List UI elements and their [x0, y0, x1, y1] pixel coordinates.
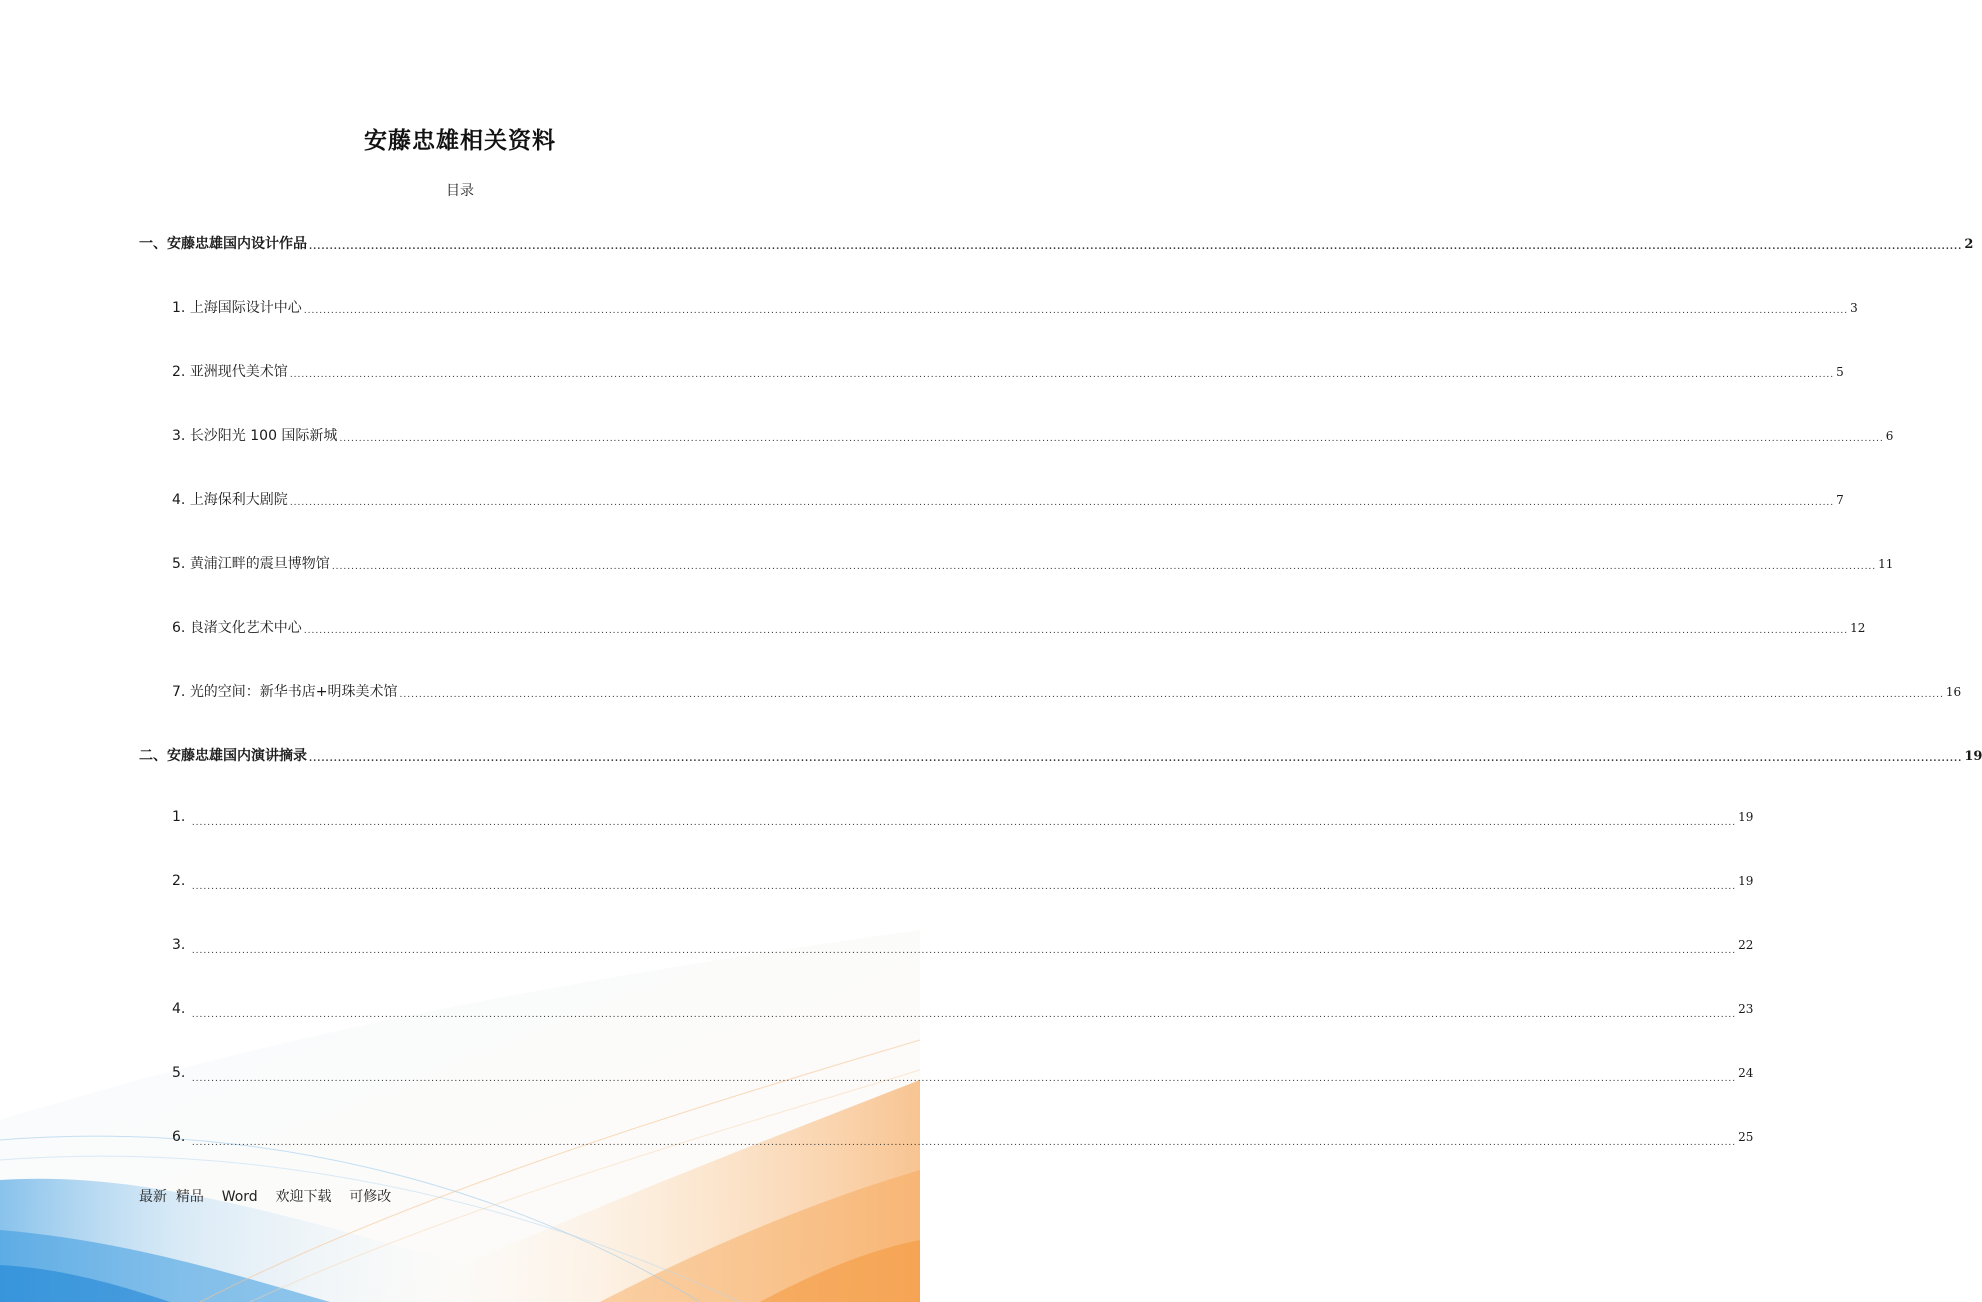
- toc-entry-number: 3.: [172, 937, 190, 953]
- toc-heading: 目录: [446, 183, 474, 199]
- toc-page-number: 24: [1738, 1066, 1754, 1080]
- toc-subsection-entry[interactable]: [172, 361, 1844, 381]
- toc-dot-leader: ................................................................................................................................................................................................................................................................................................................................................................................................................: [289, 498, 1835, 508]
- toc-subsection-entry[interactable]: [172, 809, 1754, 829]
- toc-entry-number: 1.: [172, 809, 190, 825]
- toc-entry-label: 良渚文化艺术中心: [189, 620, 302, 636]
- toc-subsection-entry[interactable]: [172, 1001, 1754, 1021]
- toc-entry-label: 长沙阳光 100 国际新城: [189, 428, 338, 444]
- toc-entry-number: 4.: [172, 1001, 190, 1017]
- toc-page-number: 2: [1964, 237, 1974, 252]
- toc-page-number: 7: [1836, 493, 1844, 507]
- toc-entry-number: 5.: [172, 1065, 190, 1081]
- toc-entry-number: 二、: [139, 748, 167, 764]
- toc-dot-leader: ................................................................................................................................................................................................................................................................................................................................................................................................................: [191, 1138, 1737, 1148]
- toc-entry-number: 4.: [172, 492, 190, 508]
- toc-section-entry[interactable]: [139, 745, 1982, 765]
- toc-page-number: 22: [1738, 938, 1754, 952]
- toc-dot-leader: ................................................................................................................................................................................................................................................................................................................................................................................................................: [191, 1010, 1737, 1020]
- toc-subsection-entry[interactable]: [172, 297, 1858, 317]
- toc-entry-number: 7.: [172, 684, 190, 700]
- toc-entry-number: 1.: [172, 300, 190, 316]
- toc-page-number: 19: [1964, 749, 1982, 764]
- toc-dot-leader: ................................................................................................................................................................................................................................................................................................................................................................................................................: [339, 434, 1884, 444]
- toc-dot-leader: ................................................................................................................................................................................................................................................................................................................................................................................................................: [303, 626, 1849, 636]
- toc-subsection-entry[interactable]: [172, 425, 1894, 445]
- toc-page-number: 5: [1836, 365, 1844, 379]
- toc-page-number: 16: [1945, 685, 1962, 699]
- toc-subsection-entry[interactable]: [172, 1129, 1754, 1149]
- toc-subsection-entry[interactable]: [172, 1065, 1754, 1085]
- toc-subsection-entry[interactable]: [172, 873, 1754, 893]
- toc-entry-label: 上海国际设计中心: [189, 300, 302, 316]
- toc-entry-number: 2.: [172, 364, 190, 380]
- toc-dot-leader: ................................................................................................................................................................................................................................................................................................................................................................................................................: [191, 1074, 1737, 1084]
- toc-dot-leader: ................................................................................................................................................................................................................................................................................................................................................................................................................: [191, 882, 1737, 892]
- toc-page-number: 12: [1850, 621, 1866, 635]
- toc-page-number: 25: [1738, 1130, 1754, 1144]
- toc-dot-leader: ................................................................................................................................................................................................................................................................................................................................................................................................................: [303, 306, 1849, 316]
- toc-subsection-entry[interactable]: [172, 553, 1894, 573]
- toc-entry-number: 6.: [172, 620, 190, 636]
- toc-dot-leader: ................................................................................................................................................................................................................................................................................................................................................................................................................: [331, 562, 1877, 572]
- toc-subsection-entry[interactable]: [172, 681, 1962, 701]
- toc-page-number: 23: [1738, 1002, 1754, 1016]
- toc-page-number: 19: [1738, 874, 1754, 888]
- toc-entry-label: 黄浦江畔的震旦博物馆: [189, 556, 330, 572]
- toc-entry-number: 6.: [172, 1129, 190, 1145]
- toc-entry-label: 亚洲现代美术馆: [189, 364, 288, 380]
- toc-page-number: 3: [1850, 301, 1858, 315]
- toc-entry-label: 光的空间：新华书店+明珠美术馆: [189, 684, 398, 700]
- toc-section-entry[interactable]: [139, 233, 1974, 253]
- toc-dot-leader: ................................................................................................................................................................................................................................................................................................................................................................................................................: [309, 754, 1963, 764]
- toc-subsection-entry[interactable]: [172, 489, 1844, 509]
- toc-page-number: 11: [1878, 557, 1894, 571]
- toc-dot-leader: ................................................................................................................................................................................................................................................................................................................................................................................................................: [191, 818, 1737, 828]
- toc-subsection-entry[interactable]: [172, 937, 1754, 957]
- toc-entry-number: 一、: [139, 236, 167, 252]
- toc-entry-number: 3.: [172, 428, 190, 444]
- toc-page-number: 19: [1738, 810, 1754, 824]
- toc-entry-label: 上海保利大剧院: [189, 492, 288, 508]
- toc-dot-leader: ................................................................................................................................................................................................................................................................................................................................................................................................................: [289, 370, 1835, 380]
- toc-page-number: 6: [1885, 429, 1894, 443]
- toc-dot-leader: ................................................................................................................................................................................................................................................................................................................................................................................................................: [309, 242, 1963, 252]
- document-title: 安藤忠雄相关资料: [364, 128, 556, 154]
- toc-entry-number: 2.: [172, 873, 190, 889]
- toc-dot-leader: ................................................................................................................................................................................................................................................................................................................................................................................................................: [191, 946, 1737, 956]
- toc-subsection-entry[interactable]: [172, 617, 1866, 637]
- toc-entry-number: 5.: [172, 556, 190, 572]
- toc-dot-leader: ................................................................................................................................................................................................................................................................................................................................................................................................................: [399, 690, 1944, 700]
- toc-entry-label: 安藤忠雄国内设计作品: [167, 236, 307, 252]
- footer-note: 最新 精品 Word 欢迎下载 可修改: [139, 1189, 392, 1205]
- toc-entry-label: 安藤忠雄国内演讲摘录: [167, 748, 307, 764]
